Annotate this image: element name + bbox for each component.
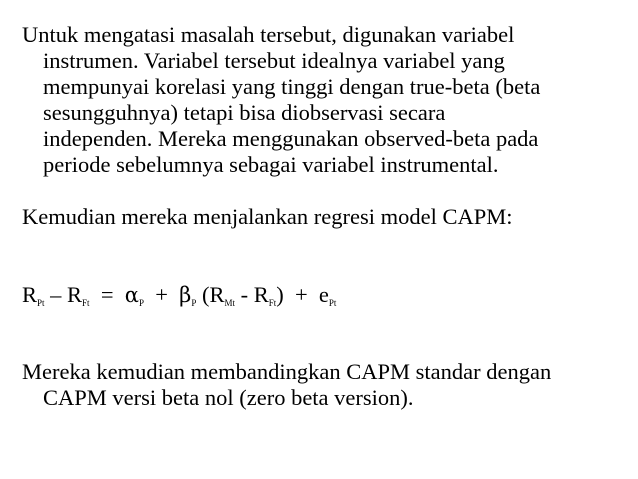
formula-term: ) + e	[276, 282, 329, 307]
formula-term: - R	[234, 282, 269, 307]
formula-beta: β	[179, 283, 192, 307]
formula-subscript: Ft	[82, 298, 90, 308]
text-line: Untuk mengatasi masalah tersebut, digunakan variabel	[22, 22, 515, 47]
text-line: periode sebelumnya sebagai variabel instrumental.	[43, 152, 499, 177]
formula-operator: –	[44, 282, 68, 307]
paragraph-regression-intro	[22, 204, 622, 230]
formula-term: (R	[196, 282, 225, 307]
formula-r: R	[22, 282, 38, 307]
text-line: Kemudian mereka menjalankan regresi model CAPM:	[22, 204, 513, 229]
formula-operator: =	[89, 282, 125, 307]
text-line: independen. Mereka menggunakan observed-beta pada	[43, 126, 539, 151]
text-line: sesungguhnya) tetapi bisa diobservasi secara	[43, 100, 446, 125]
text-line: mempunyai korelasi yang tinggi dengan true-beta (beta	[43, 74, 541, 99]
formula-operator: +	[143, 282, 180, 307]
text-line: CAPM versi beta nol (zero beta version).	[43, 385, 414, 410]
capm-formula	[22, 282, 336, 308]
formula-subscript: Mt	[224, 298, 235, 308]
formula-alpha: α	[124, 283, 139, 307]
formula-subscript: P	[138, 298, 144, 308]
paragraph-instrument-variable	[22, 22, 622, 178]
formula-subscript: Pt	[328, 298, 337, 308]
formula-r: R	[67, 282, 83, 307]
formula-subscript: Ft	[268, 298, 277, 308]
text-line: Mereka kemudian membandingkan CAPM standar dengan	[22, 359, 552, 384]
formula-subscript: P	[191, 298, 197, 308]
formula-subscript: Pt	[37, 298, 45, 308]
text-line: instrumen. Variabel tersebut idealnya variabel yang	[43, 48, 505, 73]
paragraph-comparison	[22, 359, 622, 411]
